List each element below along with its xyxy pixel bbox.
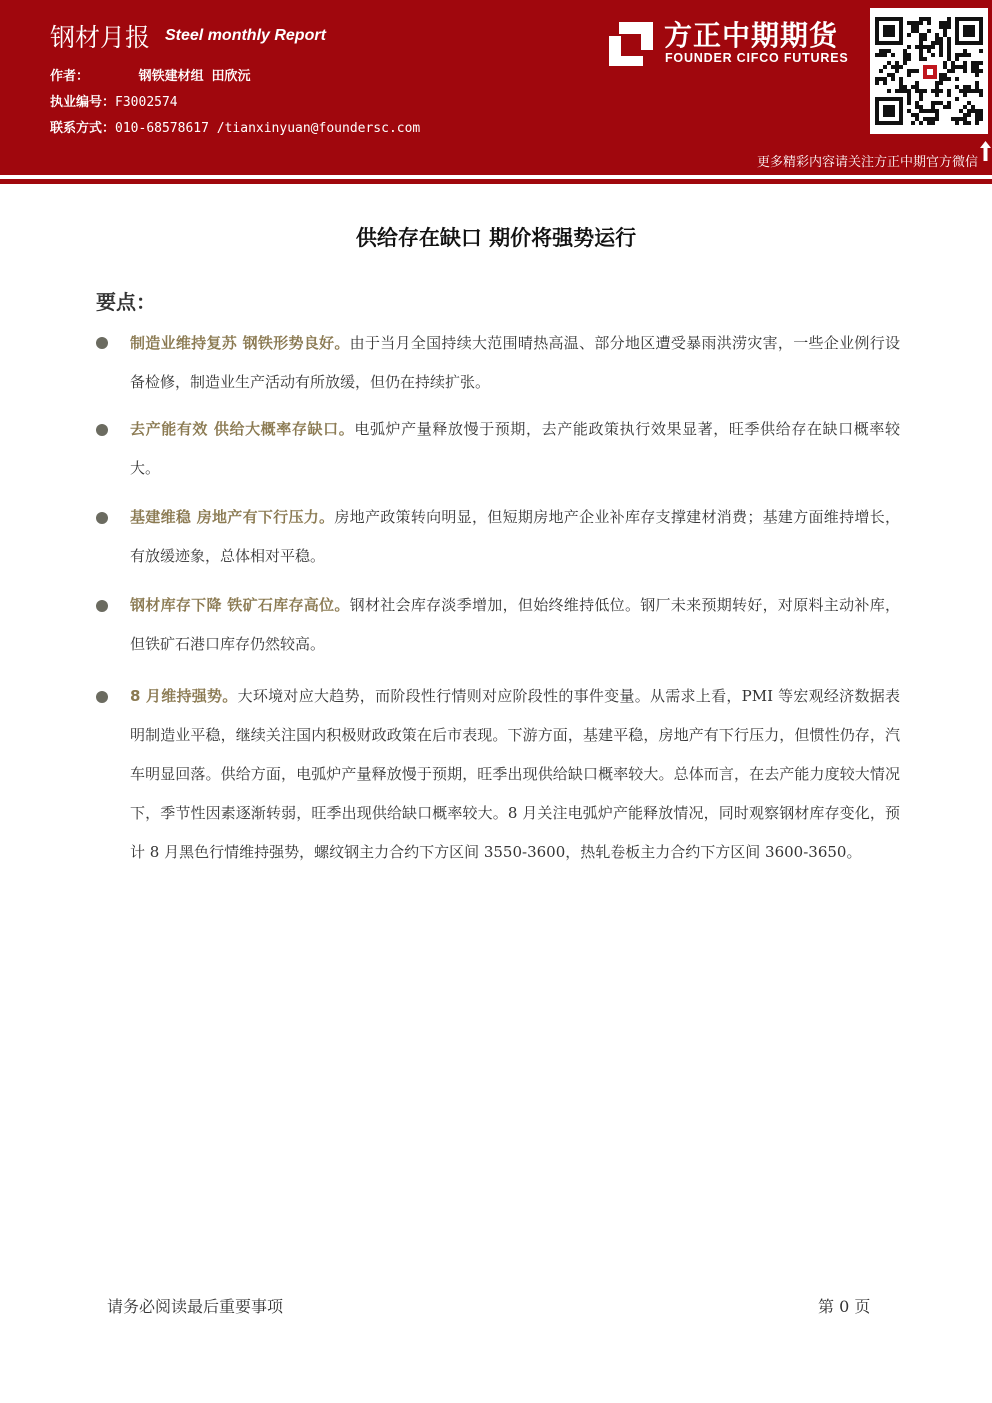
key-point-body: 由于当月全国持续大范围晴热高温、部分地区遭受暴雨洪涝灾害，一些企业例行设备检修，制造业生产活动有所放缓，但仍在持续扩张。 — [130, 334, 900, 391]
key-point-lead: 钢材库存下降 铁矿石库存高位。 — [130, 596, 350, 614]
key-point-body: 房地产政策转向明显，但短期房地产企业补库存支撑建材消费；基建方面维持增长，有放缓迹象，总体相对平稳。 — [130, 508, 900, 565]
report-title: 钢材月报 — [50, 23, 151, 52]
key-point-body: 大环境对应大趋势，而阶段性行情则对应阶段性的事件变量。从需求上看，PMI 等宏观经济数据表明制造业平稳，继续关注国内积极财政政策在后市表现。下游方面，基建平稳，房地产有下行压力，但惯性仍存，汽车明显回落。供给方面，电弧炉产量释放慢于预期，旺季出现供给缺口概率较大。总体而言，在去产能力度较大情况下，季节性因素逐渐转弱，旺季出现供给缺口概率较大。8 月关注电弧炉产能释放情况，同时观察钢材库存变化，预计 8 月黑色行情维持强势，螺纹钢主力合约下方区间 3550-3600，热轧卷板主力合约下方区间 3600-3650。 — [130, 687, 900, 861]
report-subtitle: Steel monthly Report — [165, 27, 326, 44]
license-row — [50, 91, 178, 110]
key-point-lead: 8 月维持强势。 — [130, 687, 238, 705]
brand-name-cn: 方正中期期货 — [664, 19, 839, 52]
contact-row — [50, 117, 420, 136]
license-label: 执业编号： — [50, 95, 116, 110]
key-point-body: 电弧炉产量释放慢于预期，去产能政策执行效果显著，旺季供给存在缺口概率较大。 — [130, 420, 900, 477]
footer-notice: 请务必阅读最后重要事项 — [107, 1297, 284, 1316]
page-number: 第 0 页 — [818, 1297, 871, 1316]
bullet-icon — [96, 424, 108, 436]
founder-logo-icon — [607, 20, 655, 68]
qr-follow-hint: 更多精彩内容请关注方正中期官方微信 — [756, 155, 978, 170]
key-point-1 — [130, 324, 900, 402]
key-points-heading: 要点： — [96, 290, 156, 314]
license-value: F3002574 — [115, 95, 178, 110]
key-point-lead: 制造业维持复苏 钢铁形势良好。 — [130, 334, 350, 352]
up-arrow-icon — [979, 140, 992, 162]
key-point-body: 钢材社会库存淡季增加，但始终维持低位。钢厂未来预期转好，对原料主动补库，但铁矿石港口库存仍然较高。 — [130, 596, 900, 653]
author-row — [50, 65, 251, 84]
key-point-4 — [130, 586, 900, 664]
key-point-lead: 基建维稳 房地产有下行压力。 — [130, 508, 335, 526]
author-label: 作者： — [50, 69, 90, 84]
bullet-icon — [96, 512, 108, 524]
contact-label: 联系方式： — [50, 121, 116, 136]
bullet-icon — [96, 600, 108, 612]
bullet-icon — [96, 691, 108, 703]
contact-value: 010-68578617 /tianxinyuan@foundersc.com — [115, 121, 421, 136]
key-point-3 — [130, 498, 900, 576]
header-divider-red — [0, 179, 992, 184]
wechat-qr-code — [870, 8, 988, 134]
qr-code-icon — [875, 14, 983, 128]
author-value: 钢铁建材组 田欣沅 — [138, 69, 251, 84]
key-point-lead: 去产能有效 供给大概率存缺口。 — [130, 420, 355, 438]
key-point-2 — [130, 410, 900, 488]
key-point-5 — [130, 677, 900, 872]
document-title: 供给存在缺口 期价将强势运行 — [355, 226, 637, 250]
brand-name-en: FOUNDER CIFCO FUTURES — [665, 51, 849, 65]
bullet-icon — [96, 337, 108, 349]
